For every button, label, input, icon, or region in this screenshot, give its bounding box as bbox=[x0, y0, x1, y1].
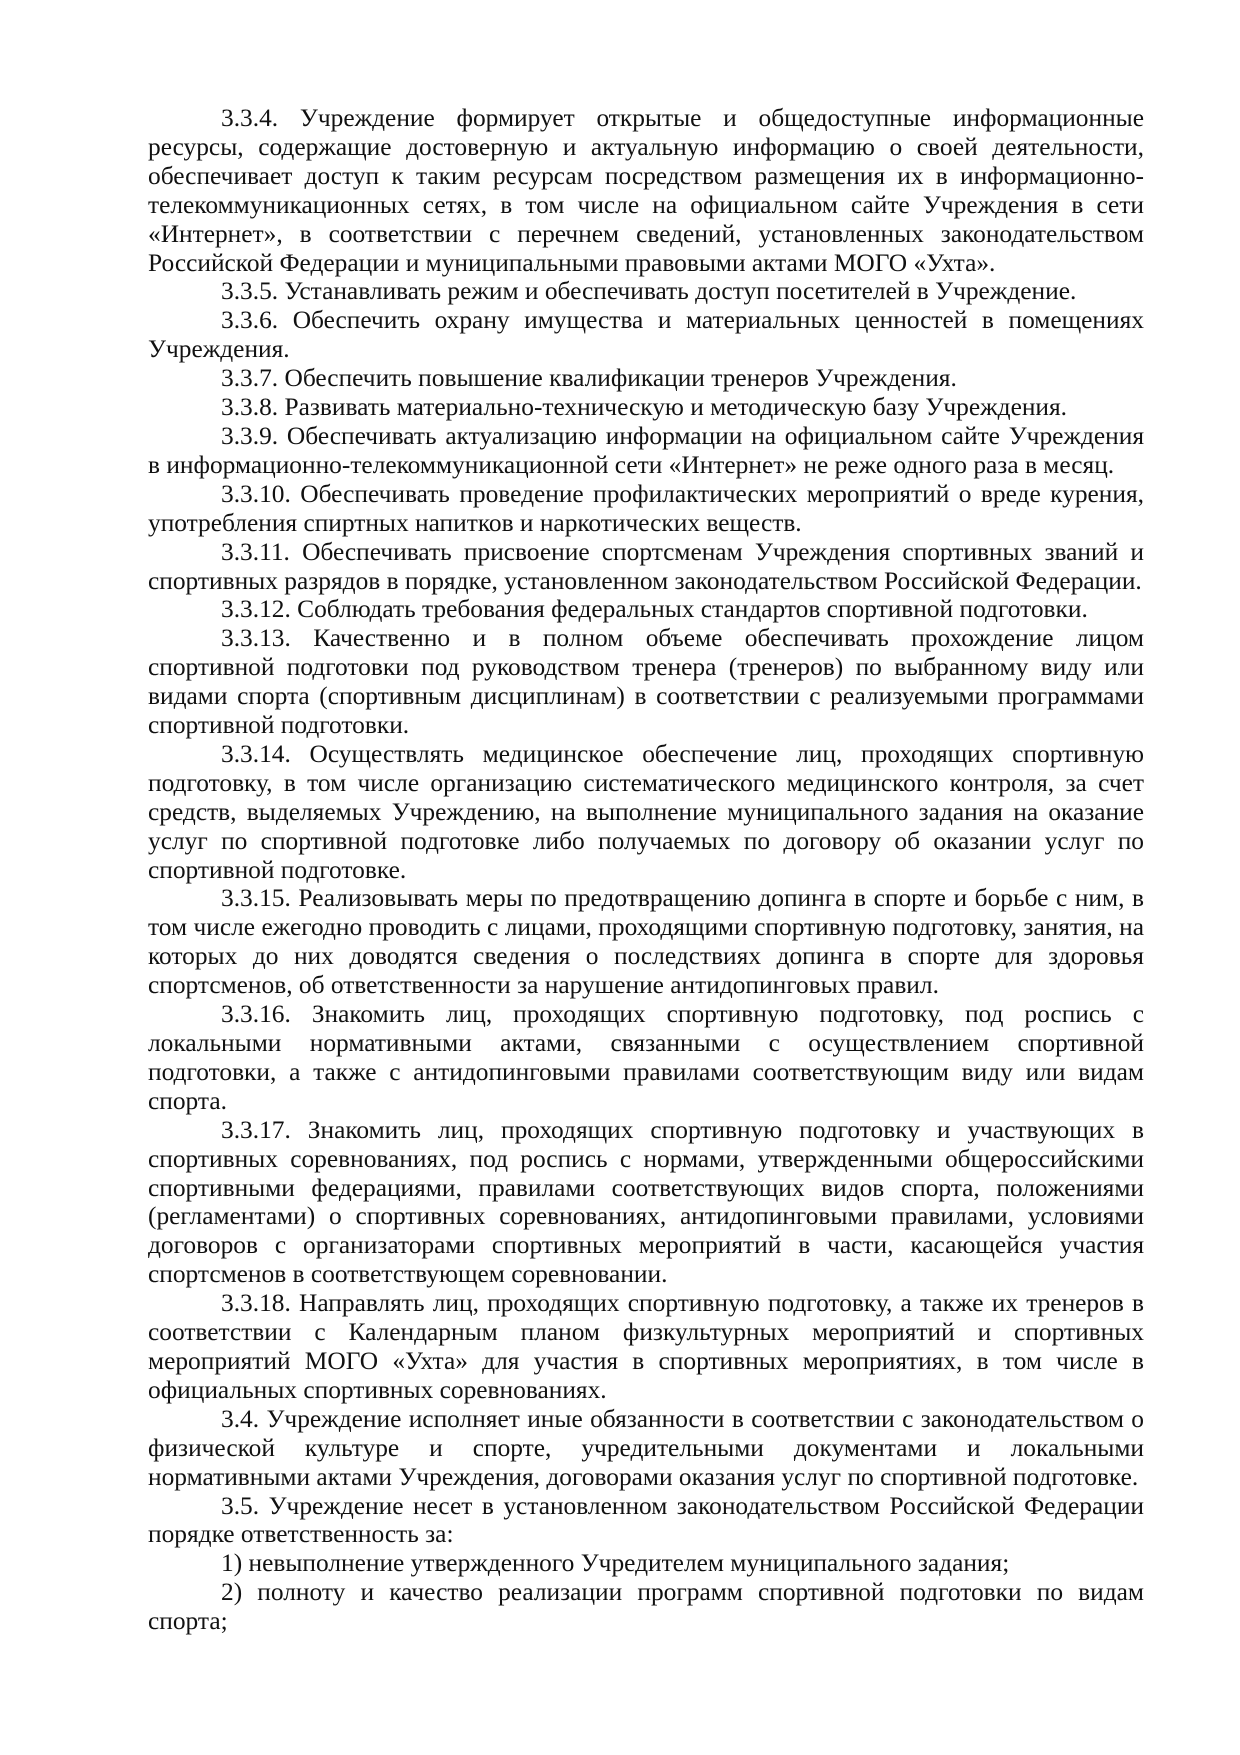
document-page bbox=[148, 104, 1144, 1636]
paragraph-3-3-10: 3.3.10. Обеспечивать проведение профилактических мероприятий о вреде курения, употребления спиртных напитков и наркотических веществ. bbox=[148, 479, 1144, 537]
paragraph-3-3-15: 3.3.15. Реализовывать меры по предотвращению допинга в спорте и борьбе с ним, в том числе ежегодно проводить с лицами, проходящими спортивную подготовку, занятия, на которых до них доводятся сведения о последствиях допинга в спорте для здоровья спортсменов, об ответственности за нарушение антидопинговых правил. bbox=[148, 884, 1144, 1000]
paragraph-3-3-8: 3.3.8. Развивать материально-техническую и методическую базу Учреждения. bbox=[221, 393, 1068, 422]
paragraph-3-3-18: 3.3.18. Направлять лиц, проходящих спортивную подготовку, а также их тренеров в соответствии с Календарным планом физкультурных мероприятий и спортивных мероприятий МОГО «Ухта» для участия в спортивных мероприятиях, в том числе в официальных спортивных соревнованиях. bbox=[148, 1289, 1144, 1404]
paragraph-3-3-9: 3.3.9. Обеспечивать актуализацию информации на официальном сайте Учреждения в информационно-телекоммуникационной сети «Интернет» не реже одного раза в месяц. bbox=[148, 421, 1144, 479]
paragraph-3-3-14: 3.3.14. Осуществлять медицинское обеспечение лиц, проходящих спортивную подготовку, в том числе организацию систематического медицинского контроля, за счет средств, выделяемых Учреждению, на выполнение муниципального задания на оказание услуг по спортивной подготовке либо получаемых по договору об оказании услуг по спортивной подготовке. bbox=[148, 739, 1144, 884]
paragraph-3-5: 3.5. Учреждение несет в установленном законодательством Российской Федерации порядке ответственность за: bbox=[148, 1491, 1144, 1549]
paragraph-3-3-17: 3.3.17. Знакомить лиц, проходящих спортивную подготовку и участвующих в спортивных соревнованиях, под роспись с нормами, утвержденными общероссийскими спортивными федерациями, правилами соответствующих видов спорта, положениями (регламентами) о спортивных соревнованиях, антидопинговыми правилами, условиями договоров с организаторами спортивных мероприятий в части, касающейся участия спортсменов в соответствующем соревновании. bbox=[148, 1115, 1144, 1289]
paragraph-3-3-6: 3.3.6. Обеспечить охрану имущества и материальных ценностей в помещениях Учреждения. bbox=[148, 306, 1144, 364]
paragraph-3-3-7: 3.3.7. Обеспечить повышение квалификации тренеров Учреждения. bbox=[221, 364, 957, 393]
paragraph-3-3-11: 3.3.11. Обеспечивать присвоение спортсменам Учреждения спортивных званий и спортивных разрядов в порядке, установленном законодательством Российской Федерации. bbox=[148, 537, 1144, 595]
list-item-2: 2) полноту и качество реализации программ спортивной подготовки по видам спорта; bbox=[148, 1578, 1144, 1636]
paragraph-3-3-12: 3.3.12. Соблюдать требования федеральных стандартов спортивной подготовки. bbox=[221, 595, 1088, 624]
paragraph-3-3-13: 3.3.13. Качественно и в полном объеме обеспечивать прохождение лицом спортивной подготовки под руководством тренера (тренеров) по выбранному виду или видами спорта (спортивным дисциплинам) в соответствии с реализуемыми программами спортивной подготовки. bbox=[148, 624, 1144, 740]
paragraph-3-3-5: 3.3.5. Устанавливать режим и обеспечивать доступ посетителей в Учреждение. bbox=[221, 277, 1077, 306]
list-item-1: 1) невыполнение утвержденного Учредителем муниципального задания; bbox=[221, 1549, 1010, 1578]
paragraph-3-4: 3.4. Учреждение исполняет иные обязанности в соответствии с законодательством о физической культуре и спорте, учредительными документами и локальными нормативными актами Учреждения, договорами оказания услуг по спортивной подготовке. bbox=[148, 1404, 1144, 1491]
paragraph-3-3-4: 3.3.4. Учреждение формирует открытые и общедоступные информационные ресурсы, содержащие достоверную и актуальную информацию о своей деятельности, обеспечивает доступ к таким ресурсам посредством размещения их в информационно-телекоммуникационных сетях, в том числе на официальном сайте Учреждения в сети «Интернет», в соответствии с перечнем сведений, установленных законодательством Российской Федерации и муниципальными правовыми актами МОГО «Ухта». bbox=[148, 104, 1144, 277]
paragraph-3-3-16: 3.3.16. Знакомить лиц, проходящих спортивную подготовку, под роспись с локальными нормативными актами, связанными с осуществлением спортивной подготовки, а также с антидопинговыми правилами соответствующим виду или видам спорта. bbox=[148, 1000, 1144, 1115]
